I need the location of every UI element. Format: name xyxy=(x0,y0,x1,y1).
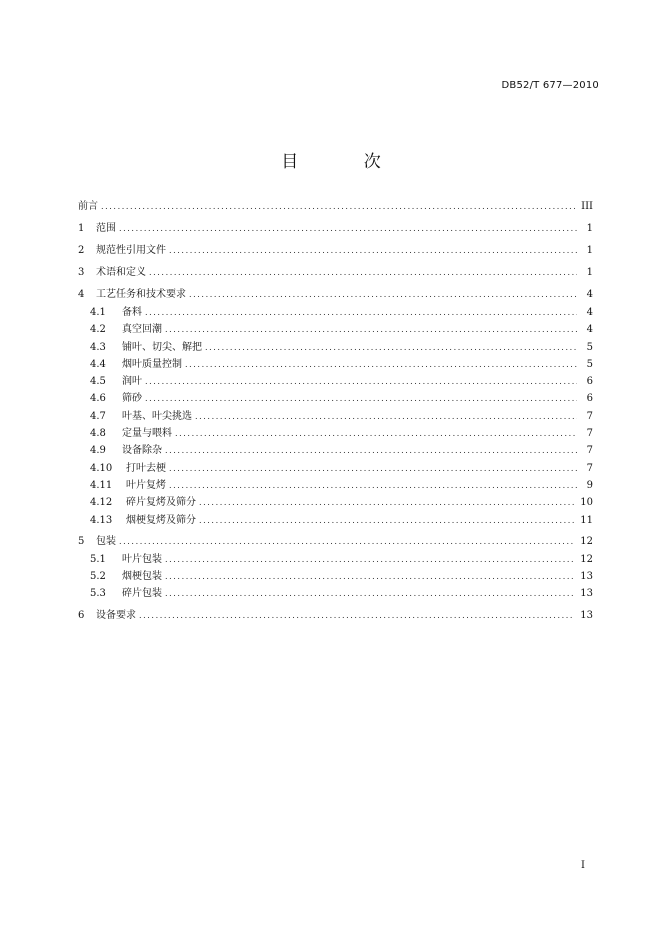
toc-entry-label: 备料 xyxy=(122,307,142,318)
toc-entry-label: 前言 xyxy=(78,201,98,212)
toc-entry-number: 5 xyxy=(78,535,85,547)
page-title: 目 次 xyxy=(281,152,411,172)
toc-entry-page: 11 xyxy=(580,514,593,526)
toc-entry-label: 术语和定义 xyxy=(96,267,146,278)
toc-entry-4-10[interactable] xyxy=(78,460,593,477)
toc-entry-number: 5.2 xyxy=(90,571,106,583)
toc-entry-page: 7 xyxy=(586,410,593,422)
toc-entry-4-9[interactable] xyxy=(78,442,593,459)
toc-entry-page: 4 xyxy=(586,307,593,318)
toc-entry-label: 范围 xyxy=(96,223,116,234)
toc-entry-5-2[interactable] xyxy=(78,568,593,585)
toc-entry-5-3[interactable] xyxy=(78,585,593,602)
toc-entry-label: 包装 xyxy=(96,535,116,547)
toc-entry-4-12[interactable] xyxy=(78,494,593,511)
toc-entry-page: III xyxy=(581,201,593,212)
toc-entry-label: 铺叶、切尖、解把 xyxy=(122,341,202,353)
toc-entry-label: 打叶去梗 xyxy=(126,462,166,474)
toc-entry-page: 12 xyxy=(580,535,593,547)
toc-entry-page: 9 xyxy=(586,479,593,491)
toc-leader-dots xyxy=(185,356,577,373)
toc-entry-label: 叶片复烤 xyxy=(126,479,166,491)
toc-leader-dots xyxy=(165,442,577,459)
toc-entry-page: 1 xyxy=(586,245,593,256)
toc-entry-5-1[interactable] xyxy=(78,551,593,568)
toc-leader-dots xyxy=(119,533,574,551)
document-code: DB52/T 677—2010 xyxy=(501,80,599,91)
toc-entry-page: 12 xyxy=(580,553,593,565)
toc-entry-page: 6 xyxy=(586,376,593,388)
toc-entry-page: 7 xyxy=(586,428,593,440)
toc-leader-dots xyxy=(195,408,577,425)
toc-leader-dots xyxy=(139,607,574,625)
toc-leader-dots xyxy=(169,460,577,477)
toc-entry-number: 4.12 xyxy=(90,497,113,509)
toc-entry-page: 1 xyxy=(586,223,593,234)
toc-entry-4-13[interactable] xyxy=(78,512,593,529)
toc-leader-dots xyxy=(149,264,577,282)
toc-entry-page: 7 xyxy=(586,445,593,457)
toc-entry-number: 5.1 xyxy=(90,553,106,565)
toc-entry-4-7[interactable] xyxy=(78,408,593,425)
toc-entry-page: 13 xyxy=(580,571,593,583)
toc-entry-label: 设备要求 xyxy=(96,609,136,621)
toc-entry-6[interactable] xyxy=(78,607,593,625)
toc-leader-dots xyxy=(165,585,574,602)
toc-entry-number: 3 xyxy=(78,267,85,278)
toc-entry-number: 4.8 xyxy=(90,428,106,440)
toc-entry-number: 4.10 xyxy=(90,462,113,474)
toc-leader-dots xyxy=(165,321,577,338)
toc-leader-dots xyxy=(165,568,574,585)
toc-entry-label: 规范性引用文件 xyxy=(96,245,166,256)
toc-entry-4[interactable] xyxy=(78,286,593,304)
toc-entry-label: 烟梗复烤及筛分 xyxy=(126,514,196,526)
toc-entry-page: 5 xyxy=(586,341,593,353)
toc-entry-4-6[interactable] xyxy=(78,390,593,407)
toc-entry-label: 工艺任务和技术要求 xyxy=(96,289,186,300)
page-number: I xyxy=(581,860,585,871)
toc-entry-2[interactable] xyxy=(78,242,593,260)
toc-entry-foreword[interactable] xyxy=(78,198,593,216)
toc-entry-label: 碎片包装 xyxy=(122,588,162,600)
toc-entry-page: 4 xyxy=(586,324,593,336)
toc-entry-page: 6 xyxy=(586,393,593,405)
toc-entry-label: 碎片复烤及筛分 xyxy=(126,497,196,509)
toc-leader-dots xyxy=(169,477,577,494)
toc-entry-label: 烟梗包装 xyxy=(122,571,162,583)
toc-entry-number: 4.13 xyxy=(90,514,113,526)
toc-leader-dots xyxy=(175,425,577,442)
toc-entry-page: 5 xyxy=(586,358,593,370)
toc-entry-label: 叶片包装 xyxy=(122,553,162,565)
toc-entry-label: 烟叶质量控制 xyxy=(122,358,182,370)
toc-leader-dots xyxy=(165,551,574,568)
toc-entry-4-1[interactable] xyxy=(78,304,593,321)
toc-entry-4-3[interactable] xyxy=(78,339,593,356)
toc-entry-label: 润叶 xyxy=(122,376,142,388)
toc-entry-number: 4 xyxy=(78,289,85,300)
toc-leader-dots xyxy=(205,339,577,356)
toc-entry-number: 6 xyxy=(78,609,85,621)
toc-entry-label: 叶基、叶尖挑选 xyxy=(122,410,192,422)
toc-entry-number: 4.11 xyxy=(90,479,113,491)
toc-entry-number: 4.7 xyxy=(90,410,106,422)
toc-leader-dots xyxy=(199,494,574,511)
toc-entry-label: 真空回潮 xyxy=(122,324,162,336)
toc-leader-dots xyxy=(145,390,577,407)
toc-leader-dots xyxy=(169,242,577,260)
toc-entry-page: 13 xyxy=(580,588,593,600)
toc-entry-number: 4.2 xyxy=(90,324,106,336)
toc-entry-1[interactable] xyxy=(78,220,593,238)
toc-entry-number: 2 xyxy=(78,245,85,256)
toc-leader-dots xyxy=(199,512,574,529)
toc-leader-dots xyxy=(101,198,575,216)
toc-entry-4-5[interactable] xyxy=(78,373,593,390)
toc-leader-dots xyxy=(145,373,577,390)
toc-entry-page: 4 xyxy=(586,289,593,300)
toc-entry-4-2[interactable] xyxy=(78,321,593,338)
toc-leader-dots xyxy=(145,304,577,321)
toc-entry-label: 筛砂 xyxy=(122,393,142,405)
toc-entry-number: 1 xyxy=(78,223,85,234)
toc-leader-dots xyxy=(189,286,577,304)
toc-entry-page: 7 xyxy=(586,462,593,474)
toc-entry-number: 4.9 xyxy=(90,445,106,457)
table-of-contents xyxy=(78,198,593,625)
toc-entry-number: 4.4 xyxy=(90,358,106,370)
toc-entry-3[interactable] xyxy=(78,264,593,282)
toc-entry-label: 设备除杂 xyxy=(122,445,162,457)
toc-entry-number: 4.1 xyxy=(90,307,106,318)
toc-entry-4-11[interactable] xyxy=(78,477,593,494)
toc-entry-label: 定量与喂料 xyxy=(122,428,172,440)
toc-entry-number: 5.3 xyxy=(90,588,106,600)
toc-leader-dots xyxy=(119,220,577,238)
toc-entry-number: 4.3 xyxy=(90,341,106,353)
toc-entry-page: 10 xyxy=(580,497,593,509)
toc-entry-4-4[interactable] xyxy=(78,356,593,373)
toc-entry-number: 4.6 xyxy=(90,393,106,405)
toc-entry-page: 13 xyxy=(580,609,593,621)
toc-entry-4-8[interactable] xyxy=(78,425,593,442)
toc-entry-page: 1 xyxy=(586,267,593,278)
toc-entry-number: 4.5 xyxy=(90,376,106,388)
toc-entry-5[interactable] xyxy=(78,533,593,551)
